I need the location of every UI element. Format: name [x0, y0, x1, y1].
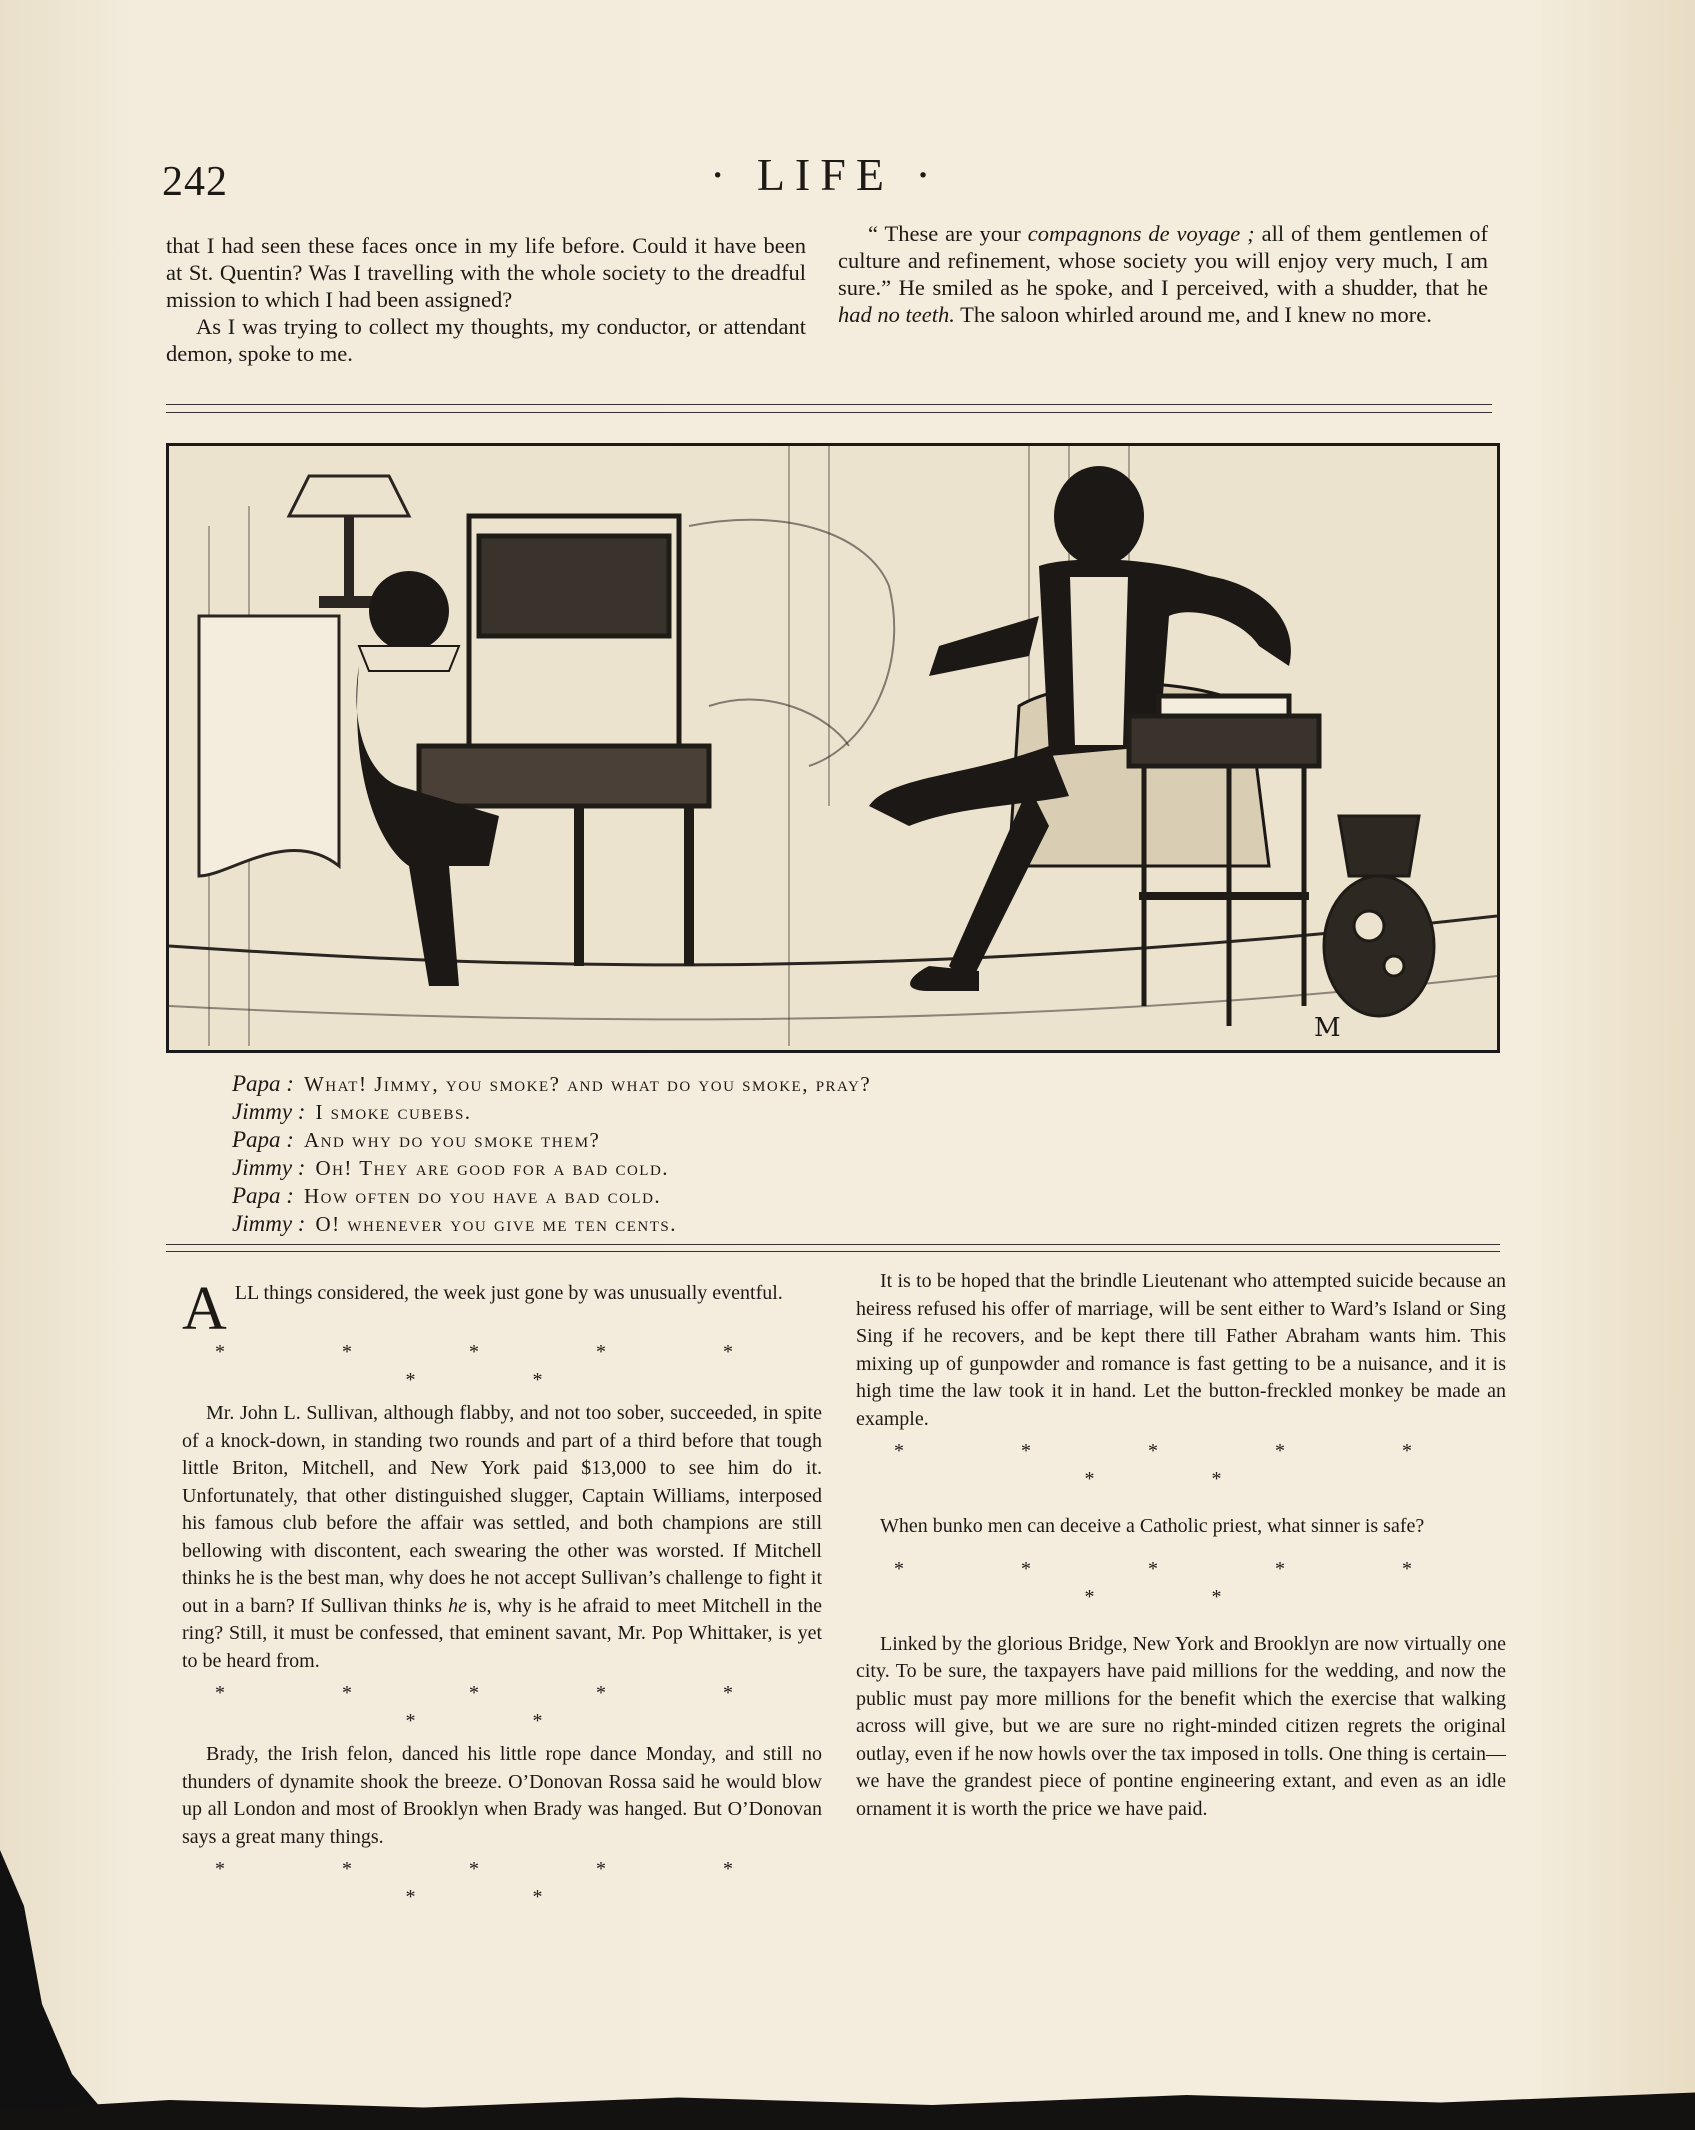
- section-separator: * * * * * * *: [215, 1341, 789, 1391]
- section-separator: * * * * * * *: [215, 1682, 789, 1732]
- intro-paragraph: ALL things considered, the week just gone by was unusually eventful.: [182, 1275, 783, 1343]
- sofa-background: [689, 520, 894, 766]
- divider-top-2: [166, 412, 1492, 413]
- editorial-right-column: [856, 1268, 1506, 1823]
- dialog-line: Papa : And why do you smoke them?: [232, 1127, 601, 1152]
- dialog-line: Jimmy : I smoke cubebs.: [232, 1099, 472, 1124]
- illustration-caption: [232, 1070, 871, 1238]
- dialog-line: Papa : How often do you have a bad cold.: [232, 1183, 662, 1208]
- top-left-paragraph-2: As I was trying to collect my thoughts, my conductor, or attendant demon, spoke to me.: [166, 314, 806, 366]
- brady-paragraph: Brady, the Irish felon, danced his little rope dance Monday, and still no thunders of dynamite shook the breeze. O’Donovan Rossa said he would blow up all London and most of Brooklyn when Brady was hanged. But O’Donovan says a great many things.: [182, 1743, 822, 1848]
- section-separator: * * * * * * *: [894, 1440, 1468, 1490]
- lieutenant-paragraph: It is to be hoped that the brindle Lieutenant who attempted suicide because an heiress refused his offer of marriage, will be sent either to Ward’s Island or Sing Sing if he recovers, and be kept there till Father Abraham wants him. This mixing up of gunpowder and romance is fast getting to be a nuisance, and it is high time the law took it in hand. Let the button-freckled monkey be made an example.: [856, 1270, 1506, 1430]
- drop-cap: A: [182, 1275, 227, 1343]
- dialog-line: Jimmy : O! whenever you give me ten cents.: [232, 1211, 677, 1236]
- section-separator: * * * * * * *: [215, 1858, 789, 1908]
- top-left-column: [166, 232, 806, 367]
- carved-chair: [419, 516, 709, 986]
- page-number: 242: [162, 159, 228, 205]
- father-and-son-drawing: [169, 446, 1497, 1050]
- table-left: [199, 616, 339, 876]
- sullivan-paragraph: Mr. John L. Sullivan, although flabby, and not too sober, succeeded, in spite of a knock-down, in standing two rounds and part of a third before that tough little Briton, Mitchell, and New York paid $13,000 to see him do it. Unfortunately, that other distinguished slugger, Captain Williams, interposed his famous club before the affair was settled, and both champions are still bellowing with discontent, each swearing the other was worsted. If Mitchell thinks he is the best man, why does he not accept Sullivan’s challenge to fight it out in a barn? If Sullivan thinks he is, why is he afraid to meet Mitchell in the ring? Still, it must be confessed, that eminent savant, Mr. Pop Whittaker, is yet to be heard from.: [182, 1402, 823, 1672]
- dialog-line: Jimmy : Oh! They are good for a bad cold.: [232, 1155, 670, 1180]
- bunko-paragraph: When bunko men can deceive a Catholic priest, what sinner is safe?: [880, 1515, 1425, 1537]
- top-left-paragraph-1: that I had seen these faces once in my life before. Could it have been at St. Quentin? Was I travelling with the whole society to the dreadful mission to which I had been assigned?: [166, 233, 806, 312]
- artist-signature: M: [1314, 1013, 1341, 1043]
- vase: [1324, 816, 1434, 1016]
- editorial-left-column: [182, 1275, 823, 1917]
- section-separator: * * * * * * *: [894, 1557, 1468, 1608]
- divider-mid-1: [166, 1244, 1500, 1245]
- dialog-line: Papa : What! Jimmy, you smoke? and what do you smoke, pray?: [232, 1071, 872, 1096]
- bridge-paragraph: Linked by the glorious Bridge, New York and Brooklyn are now virtually one city. To be sure, the taxpayers have paid millions for the wedding, and now the public must pay more millions for the benefit which the exercise that walking across will give, but we are sure no right-minded citizen regrets the original outlay, even if he now howls over the tax imposed in tolls. One thing is certain—we have the grandest piece of pontine engineering extant, and even as an idle ornament it is worth the price we have paid.: [856, 1632, 1506, 1820]
- top-right-column: [838, 220, 1488, 328]
- engraving-illustration: [166, 443, 1500, 1053]
- divider-top-1: [166, 404, 1492, 405]
- masthead-title: · LIFE ·: [710, 149, 941, 200]
- top-right-paragraph: “ These are your compagnons de voyage ; all of them gentlemen of culture and refinement, whose society you will enjoy very much, I am sure.” He smiled as he spoke, and I perceived, with a shudder, that he had no teeth. The saloon whirled around me, and I knew no more.: [838, 221, 1488, 327]
- divider-mid-2: [166, 1251, 1500, 1252]
